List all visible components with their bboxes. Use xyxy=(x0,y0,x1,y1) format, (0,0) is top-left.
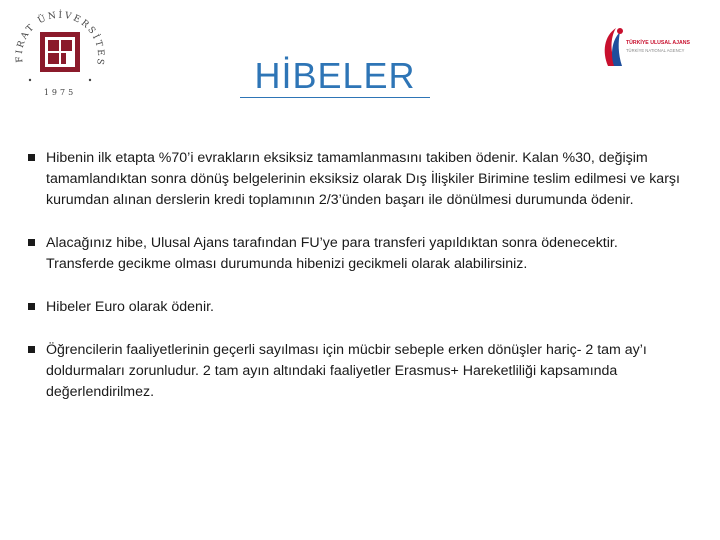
bullet-item xyxy=(28,233,688,275)
national-agency-logo xyxy=(598,22,690,74)
agency-logo-graphic xyxy=(598,22,690,74)
bullet-text: Öğrencilerin faaliyetlerinin geçerli sayılması için mücbir sebeple erken dönüşler hariç- 2 tam ay’ı doldurmaları zorunludur. 2 tam ayın altındaki faaliyetler Erasmus+ Hareketliliği kapsamında değerlendirilmez. xyxy=(46,342,647,400)
square-bullet-icon xyxy=(28,346,35,353)
square-bullet-icon xyxy=(28,154,35,161)
bullet-text: Hibenin ilk etapta %70’i evrakların eksiksiz tamamlanmasını takiben ödenir. Kalan %30, değişim tamamlandıktan sonra dönüş belgelerinin eksiksiz olarak Dış İlişkiler Birimine teslim edilmesi ve karşı kurumdan alınan derslerin kredi toplamının 2/3’ünden başarı ile dönülmesi durumunda ödenir. xyxy=(46,150,680,208)
square-bullet-icon xyxy=(28,303,35,310)
bullet-item xyxy=(28,148,688,211)
seal-graphic xyxy=(10,8,110,100)
agency-logo-line1: TÜRKİYE ULUSAL AJANSI xyxy=(626,40,690,46)
bullet-item xyxy=(28,297,688,318)
slide-title: HİBELER xyxy=(240,56,430,98)
square-bullet-icon xyxy=(28,239,35,246)
bullet-item xyxy=(28,340,688,403)
university-seal-logo xyxy=(10,8,110,100)
bullet-text: Alacağınız hibe, Ulusal Ajans tarafından FU’ye para transferi yapıldıktan sonra ödenecektir. Transferde gecikme olması durumunda hibenizi gecikmeli olarak alabilirsiniz. xyxy=(46,235,618,272)
bullet-text: Hibeler Euro olarak ödenir. xyxy=(46,299,214,315)
seal-year-text: 1975 xyxy=(43,88,77,97)
seal-name-text: FIRAT ÜNİVERSİTES xyxy=(14,10,106,68)
agency-logo-line2: TÜRKİYE NATIONAL AGENCY xyxy=(626,48,685,53)
bullet-list xyxy=(28,148,688,403)
